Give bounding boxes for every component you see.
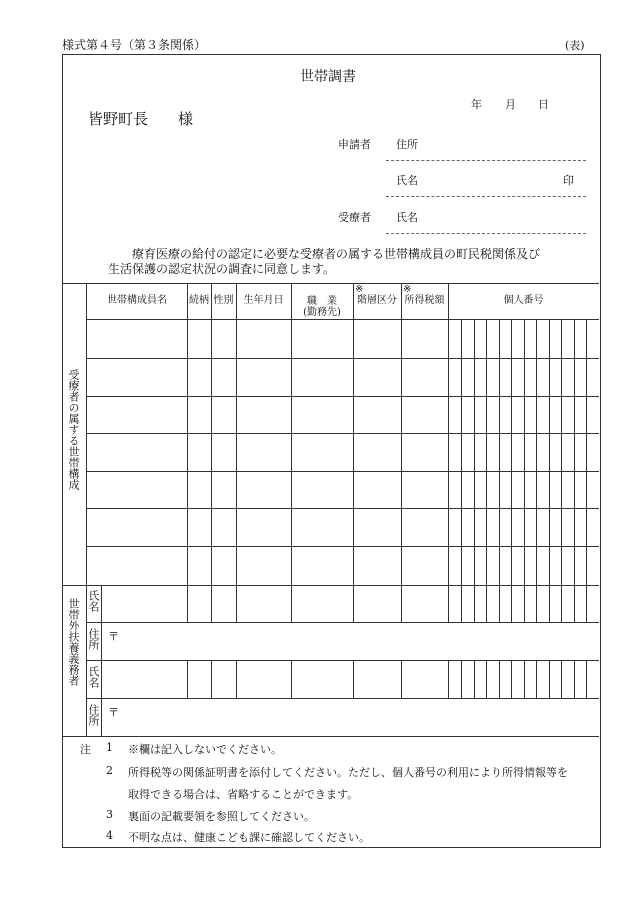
page-side-label: (表) [565,39,585,52]
note-2-text: 所得税等の関係証明書を添付してください。ただし、個人番号の利用により所得情報等を [128,766,568,779]
digit-border [524,319,525,585]
digit-border [549,319,550,585]
section-divider [62,585,599,586]
header-occupation: 職 業 [307,296,337,307]
digit-border [586,660,587,698]
row-divider [86,698,599,699]
note-1-number: 1 [106,741,113,754]
column-border [353,283,354,585]
header-member-name: 世帯構成員名 [107,295,167,306]
header-mark-official-2: ※ [403,284,412,295]
digit-border [499,660,500,698]
label-column-border [101,585,102,736]
applicant-label: 申請者 [338,138,371,151]
header-workplace: (勤務先) [303,307,341,318]
note-3-number: 3 [106,808,113,821]
row-divider [86,358,599,359]
date-year: 年 [471,98,482,111]
digit-border [486,660,487,698]
row-divider [86,546,599,547]
digit-border [561,319,562,585]
note-4-number: 4 [106,829,113,842]
addressee: 皆野町長 様 [88,110,194,128]
digit-border [536,319,537,585]
note-2-number: 2 [106,764,113,777]
header-bracket: 階層区分 [357,295,397,306]
digit-border [574,585,575,622]
digit-border [474,585,475,622]
table-top-border [62,283,599,284]
header-birthdate: 生年月日 [243,295,284,306]
row-divider [86,508,599,509]
header-bottom-border [86,319,599,320]
header-income-tax: 所得税額 [404,295,445,306]
support-2-name-label: 氏名 [87,666,100,688]
consent-line-1: 療育医療の給付の認定に必要な受療者の属する世帯構成員の町民税関係及び [132,247,541,261]
digit-border [561,585,562,622]
row-divider [86,471,599,472]
patient-name-field[interactable] [386,233,586,234]
column-border [401,283,402,585]
support-2-address-label: 住所 [87,704,100,726]
digit-border [499,585,500,622]
digit-border [524,585,525,622]
consent-line-2: 生活保護の認定状況の調査に同意します。 [108,262,336,276]
row-divider [86,660,599,661]
form-frame [62,54,601,848]
column-border [187,283,188,585]
column-border [291,283,292,585]
digit-border [561,660,562,698]
digit-border [536,660,537,698]
note-4-text: 不明な点は、健康こども課に確認してください。 [128,831,370,844]
digit-border [486,319,487,585]
digit-border [511,319,512,585]
digit-border [461,319,462,585]
note-3-text: 裏面の記載要領を参照してください。 [128,810,315,823]
column-border [187,660,188,698]
column-border [211,585,212,622]
column-border [236,585,237,622]
applicant-name-label: 氏名 [396,174,418,187]
digit-border [474,319,475,585]
digit-border [461,585,462,622]
digit-border [511,660,512,698]
row-divider [86,433,599,434]
digit-border [499,319,500,585]
header-sex: 性別 [213,295,234,306]
applicant-address-field[interactable] [386,160,586,161]
digit-border [486,585,487,622]
header-relation: 続柄 [189,295,209,306]
notes-heading: 注 [80,743,91,756]
row-divider [86,396,599,397]
column-border [211,660,212,698]
digit-border [524,660,525,698]
patient-name-label: 氏名 [396,211,418,224]
column-border [448,585,449,622]
row-divider [86,622,599,623]
digit-border [549,660,550,698]
digit-border [574,660,575,698]
seal-mark: 印 [563,174,574,187]
form-title: 世帯調書 [300,69,356,85]
header-my-number: 個人番号 [503,295,544,306]
support-2-postal-mark: 〒 [108,706,119,719]
digit-border [474,660,475,698]
support-1-postal-mark: 〒 [108,630,119,643]
column-border [291,660,292,698]
note-2-text-cont: 取得できる場合は、省略することができます。 [128,788,359,801]
column-border [353,660,354,698]
applicant-address-label: 住所 [396,138,418,151]
table-bottom-border [62,736,599,737]
column-border [236,283,237,585]
note-1-text: ※欄は記入しないでください。 [128,743,282,756]
digit-border [549,585,550,622]
section-support-label: 世帯外扶養義務者 [67,598,80,686]
column-border [236,660,237,698]
date-month: 月 [505,98,516,111]
applicant-name-field[interactable] [386,196,586,197]
column-border [187,585,188,622]
column-border [353,585,354,622]
digit-border [586,585,587,622]
date-day: 日 [538,98,549,111]
column-border [401,660,402,698]
column-border [211,283,212,585]
support-1-name-label: 氏名 [87,590,100,612]
digit-border [511,585,512,622]
header-mark-official-1: ※ [355,284,364,295]
support-1-address-label: 住所 [87,628,100,650]
form-number: 様式第４号（第３条関係） [62,38,207,52]
column-border [291,585,292,622]
column-border [448,660,449,698]
digit-border [586,319,587,585]
digit-border [461,660,462,698]
digit-border [536,585,537,622]
patient-label: 受療者 [338,211,371,224]
digit-border [574,319,575,585]
column-border [401,585,402,622]
column-border [448,283,449,585]
section-household-label: 受療者の属する世帯構成 [67,369,80,490]
